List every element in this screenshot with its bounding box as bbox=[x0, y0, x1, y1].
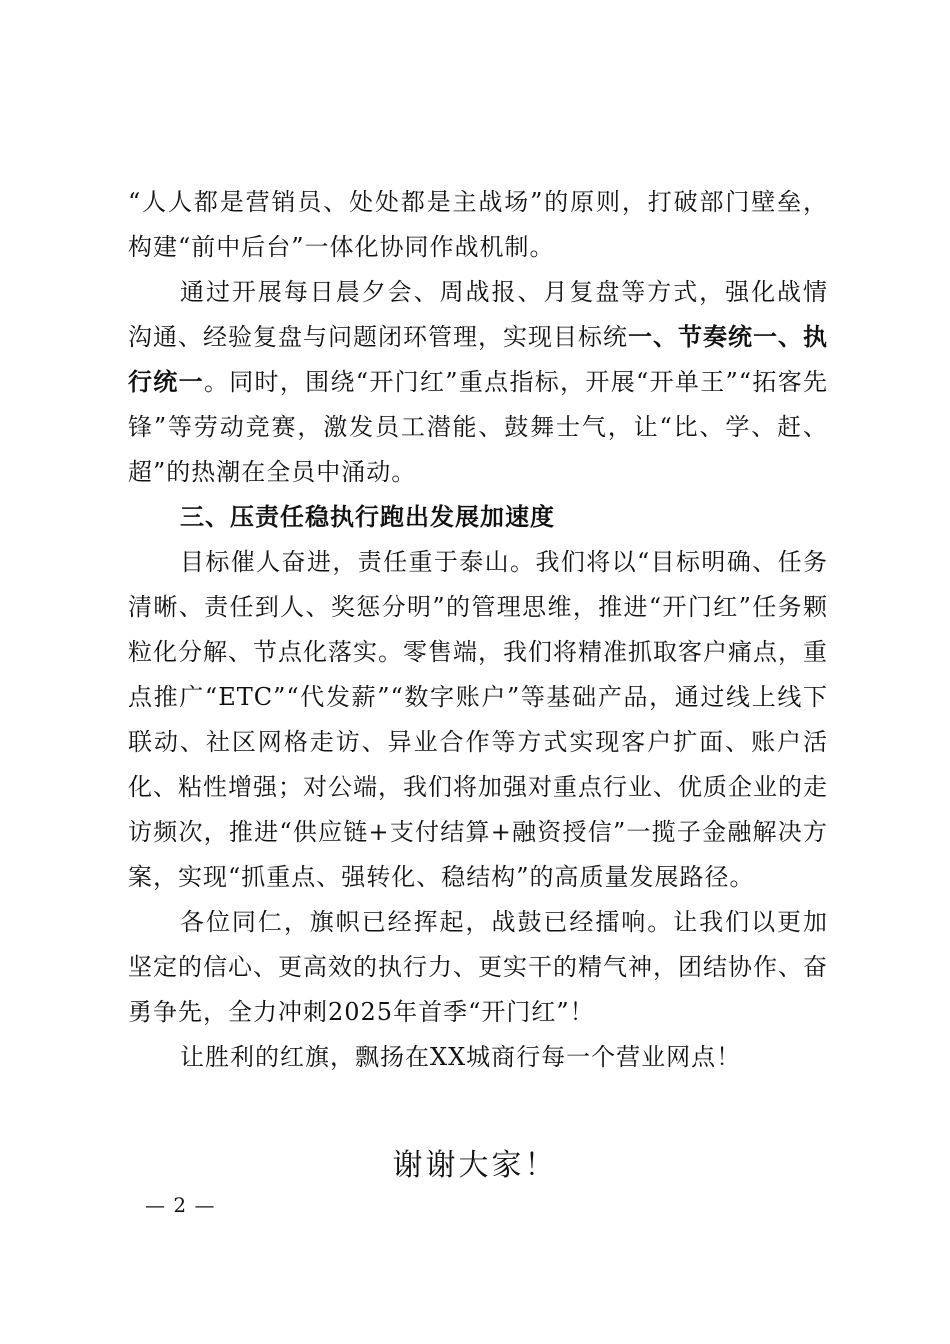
paragraph-1: “人人都是营销员、处处都是主战场”的原则，打破部门壁垒，构建“前中后台”一体化协同作战机制。 bbox=[128, 188, 828, 261]
paragraph-2-bold-text: 一、节奏统一、执行统一 bbox=[128, 323, 828, 396]
paragraph-2-text-start: 通过开展每日晨夕会、周战报、月复盘等方式，强化战情沟通、经验复盘与问题闭环管理，实现目标统 bbox=[128, 278, 828, 351]
paragraph-5: 让胜利的红旗，飘扬在XX城商行每一个营业网点！ bbox=[180, 1043, 742, 1071]
document-body bbox=[128, 180, 828, 1080]
section-heading: 三、压责任稳执行跑出发展加速度 bbox=[180, 503, 555, 531]
paragraph-4: 各位同仁，旗帜已经挥起，战鼓已经擂响。让我们以更加坚定的信心、更高效的执行力、更实干的精气神，团结协作、奋勇争先，全力冲刺2025年首季“开门红”！ bbox=[128, 908, 828, 1026]
paragraph-2-text-end: 。同时，围绕“开门红”重点指标，开展“开单王”“拓客先锋”等劳动竞赛，激发员工潜能、鼓舞士气，让“比、学、赶、超”的热潮在全员中涌动。 bbox=[128, 368, 828, 486]
paragraph-3: 目标催人奋进，责任重于泰山。我们将以“目标明确、任务清晰、责任到人、奖惩分明”的管理思维，推进“开门红”任务颗粒化分解、节点化落实。零售端，我们将精准抓取客户痛点，重点推广“ETC”“代发薪”“数字账户”等基础产品，通过线上线下联动、社区网格走访、异业合作等方式实现客户扩面、账户活化、粘性增强；对公端，我们将加强对重点行业、优质企业的走访频次，推进“供应链+支付结算+融资授信”一揽子金融解决方案，实现“抓重点、强转化、稳结构”的高质量发展路径。 bbox=[128, 548, 828, 891]
paragraph-2 bbox=[128, 270, 828, 495]
page-number: — 2 — bbox=[145, 1193, 216, 1217]
closing-text: 谢谢大家！ bbox=[392, 1148, 558, 1183]
